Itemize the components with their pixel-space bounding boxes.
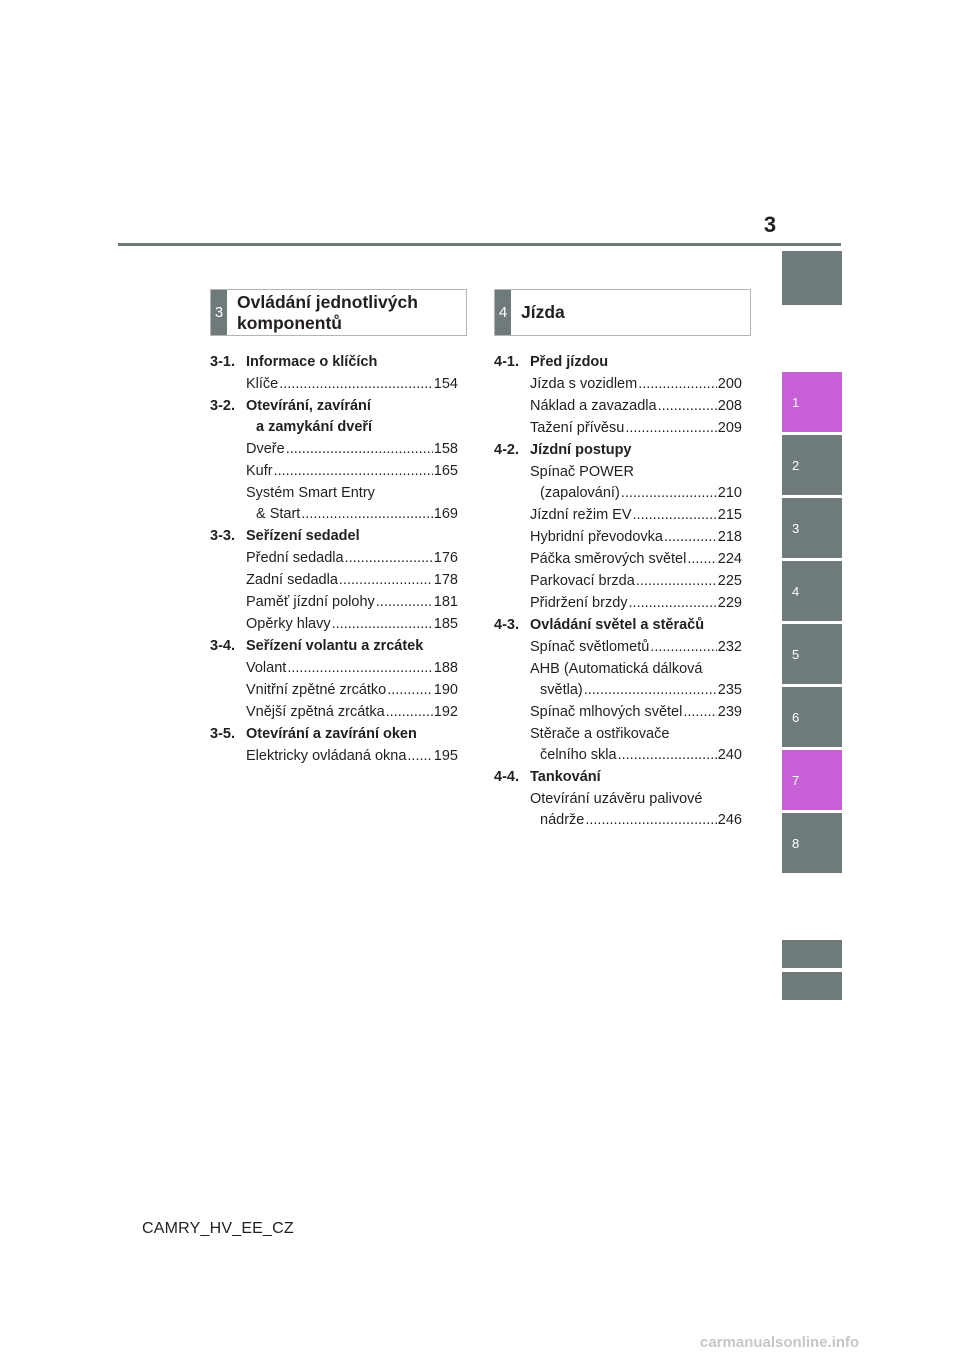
subsection-number: 4-4. bbox=[494, 769, 519, 785]
toc-entry[interactable] bbox=[210, 483, 458, 525]
subsection-title bbox=[530, 767, 742, 788]
side-tab-label: 7 bbox=[792, 772, 800, 788]
toc-entry[interactable] bbox=[494, 724, 742, 766]
toc-entry[interactable] bbox=[494, 659, 742, 701]
toc-entry[interactable] bbox=[494, 593, 742, 614]
toc-entry-label: Opěrky hlavy bbox=[246, 616, 331, 632]
toc-entry-page: 246 bbox=[717, 812, 742, 828]
toc-entry[interactable] bbox=[494, 549, 742, 570]
dot-leader bbox=[332, 614, 433, 635]
subsection-number: 4-2. bbox=[494, 442, 519, 458]
toc-entry-row bbox=[530, 637, 742, 658]
toc-entry[interactable] bbox=[494, 571, 742, 592]
toc-entry-label: nádrže bbox=[540, 812, 585, 828]
section-header-3 bbox=[210, 289, 467, 336]
subsection-heading bbox=[494, 615, 742, 636]
subsection-title-line1: Seřízení sedadel bbox=[246, 528, 360, 544]
toc-entry-label: (zapalování) bbox=[540, 485, 620, 501]
section-title bbox=[227, 290, 418, 335]
dot-leader bbox=[636, 571, 717, 592]
toc-entry-row bbox=[246, 680, 458, 701]
toc-entry[interactable] bbox=[494, 505, 742, 526]
dot-leader bbox=[279, 374, 433, 395]
toc-entry-row bbox=[530, 549, 742, 570]
toc-entry[interactable] bbox=[210, 570, 458, 591]
toc-entry-label: Vnější zpětná zrcátka bbox=[246, 704, 385, 720]
toc-entry-page: 200 bbox=[717, 376, 742, 392]
toc-entry-label: Kufr bbox=[246, 463, 273, 479]
section-number: 3 bbox=[211, 290, 227, 335]
toc-group bbox=[210, 396, 458, 525]
subsection-number: 4-3. bbox=[494, 617, 519, 633]
toc-entry-page: 208 bbox=[717, 398, 742, 414]
side-tab-label: 3 bbox=[792, 520, 800, 536]
section-number: 4 bbox=[495, 290, 511, 335]
toc-entry-row bbox=[246, 439, 458, 460]
toc-group bbox=[210, 724, 458, 767]
dot-leader bbox=[687, 549, 716, 570]
toc-entry-page: 229 bbox=[717, 595, 742, 611]
toc-entry-line1: Systém Smart Entry bbox=[246, 485, 375, 501]
toc-entry-label: Jízda s vozidlem bbox=[530, 376, 638, 392]
side-tab-1[interactable] bbox=[782, 372, 842, 432]
subsection-number: 3-3. bbox=[210, 528, 235, 544]
toc-entry-page: 178 bbox=[433, 572, 458, 588]
toc-entry-page: 235 bbox=[717, 682, 742, 698]
page-number: 3 bbox=[763, 212, 777, 237]
toc-entry[interactable] bbox=[494, 789, 742, 831]
toc-entry-page: 195 bbox=[433, 748, 458, 764]
toc-entry-row bbox=[530, 527, 742, 548]
toc-entry[interactable] bbox=[494, 396, 742, 417]
toc-entry-line1: Stěrače a ostřikovače bbox=[530, 726, 670, 742]
side-tab-blank-bottom-2[interactable] bbox=[782, 972, 842, 1000]
subsection-title-line1: Otevírání a zavírání oken bbox=[246, 726, 417, 742]
toc-group bbox=[494, 352, 742, 439]
toc-entry[interactable] bbox=[210, 614, 458, 635]
toc-entry-label: čelního skla bbox=[540, 747, 617, 763]
toc-entry-row bbox=[246, 548, 458, 569]
toc-entry-row bbox=[246, 504, 458, 525]
subsection-heading bbox=[210, 724, 458, 745]
toc-entry-page: 218 bbox=[717, 529, 742, 545]
subsection-title bbox=[246, 396, 458, 438]
section-title-line2: komponentů bbox=[237, 312, 342, 333]
toc-entry-page: 209 bbox=[717, 420, 742, 436]
dot-leader bbox=[664, 527, 717, 548]
toc-entry-row bbox=[530, 571, 742, 592]
subsection-number: 3-1. bbox=[210, 354, 235, 370]
subsection-title bbox=[246, 352, 458, 373]
toc-group bbox=[210, 526, 458, 635]
toc-entry-page: 190 bbox=[433, 682, 458, 698]
toc-entry-page: 154 bbox=[433, 376, 458, 392]
subsection-title bbox=[530, 352, 742, 373]
toc-entry[interactable] bbox=[210, 746, 458, 767]
subsection-title-line1: Seřízení volantu a zrcátek bbox=[246, 638, 424, 654]
toc-entry-row bbox=[530, 483, 742, 504]
toc-entry-page: 215 bbox=[717, 507, 742, 523]
subsection-heading bbox=[494, 352, 742, 373]
footer-code: CAMRY_HV_EE_CZ bbox=[142, 1220, 294, 1237]
toc-entry-row bbox=[530, 810, 742, 831]
toc-entry-page: 188 bbox=[433, 660, 458, 676]
toc-entry-page: 210 bbox=[717, 485, 742, 501]
toc-entry-label: Paměť jízdní polohy bbox=[246, 594, 375, 610]
toc-entry-line1: AHB (Automatická dálková bbox=[530, 661, 703, 677]
dot-leader bbox=[638, 374, 717, 395]
side-tab-blank-bottom-1[interactable] bbox=[782, 940, 842, 968]
toc-entry-row bbox=[530, 374, 742, 395]
dot-leader bbox=[584, 680, 717, 701]
subsection-title-line2: a zamykání dveří bbox=[256, 419, 373, 435]
toc-entry-page: 158 bbox=[433, 441, 458, 457]
subsection-title-line1: Informace o klíčích bbox=[246, 354, 378, 370]
dot-leader bbox=[407, 746, 432, 767]
toc-entry-label: & Start bbox=[256, 506, 301, 522]
toc-entry[interactable] bbox=[494, 418, 742, 439]
subsection-heading bbox=[494, 440, 742, 461]
toc-entry-label: Náklad a zavazadla bbox=[530, 398, 657, 414]
side-tab-3[interactable] bbox=[782, 498, 842, 558]
toc-entry-page: 225 bbox=[717, 573, 742, 589]
toc-group bbox=[494, 615, 742, 766]
subsection-title-line1: Před jízdou bbox=[530, 354, 609, 370]
subsection-title-line1: Otevírání, zavírání bbox=[246, 398, 371, 414]
dot-leader bbox=[618, 745, 717, 766]
toc-entry[interactable] bbox=[210, 461, 458, 482]
toc-entry[interactable] bbox=[210, 680, 458, 701]
toc-group bbox=[494, 440, 742, 614]
toc-entry-row bbox=[530, 418, 742, 439]
toc-entry-label: Páčka směrových světel bbox=[530, 551, 687, 567]
side-tab-label: 8 bbox=[792, 835, 800, 851]
toc-entry-row bbox=[246, 592, 458, 613]
section-title-line1: Jízda bbox=[521, 302, 565, 322]
toc-group bbox=[494, 767, 742, 831]
side-tab-7[interactable] bbox=[782, 750, 842, 810]
toc-entry-label: Parkovací brzda bbox=[530, 573, 635, 589]
toc-entry-page: 232 bbox=[717, 639, 742, 655]
toc-entry-row bbox=[530, 745, 742, 766]
subsection-number: 3-4. bbox=[210, 638, 235, 654]
dot-leader bbox=[287, 658, 432, 679]
dot-leader bbox=[629, 593, 717, 614]
dot-leader bbox=[683, 702, 716, 723]
toc-entry-page: 239 bbox=[717, 704, 742, 720]
toc-entry-page: 176 bbox=[433, 550, 458, 566]
dot-leader bbox=[386, 702, 433, 723]
toc-entry-row bbox=[246, 461, 458, 482]
toc-entry[interactable] bbox=[210, 548, 458, 569]
toc-entry[interactable] bbox=[494, 637, 742, 658]
toc-entry-label: Volant bbox=[246, 660, 287, 676]
toc-entry-row bbox=[530, 396, 742, 417]
subsection-heading bbox=[494, 767, 742, 788]
subsection-number: 4-1. bbox=[494, 354, 519, 370]
side-tab-label: 5 bbox=[792, 646, 800, 662]
toc-entry-page: 240 bbox=[717, 747, 742, 763]
toc-entry[interactable] bbox=[210, 592, 458, 613]
dot-leader bbox=[625, 418, 716, 439]
dot-leader bbox=[301, 504, 432, 525]
subsection-title bbox=[530, 440, 742, 461]
toc-entry-label: Jízdní režim EV bbox=[530, 507, 632, 523]
subsection-title bbox=[530, 615, 742, 636]
dot-leader bbox=[621, 483, 717, 504]
side-tab-label: 4 bbox=[792, 583, 800, 599]
dot-leader bbox=[286, 439, 433, 460]
toc-entry[interactable] bbox=[210, 658, 458, 679]
subsection-title-line1: Ovládání světel a stěračů bbox=[530, 617, 705, 633]
subsection-title-line1: Jízdní postupy bbox=[530, 442, 632, 458]
subsection-heading bbox=[210, 526, 458, 547]
toc-entry[interactable] bbox=[210, 374, 458, 395]
toc-column-section-4 bbox=[494, 352, 742, 832]
toc-group bbox=[210, 636, 458, 723]
toc-column-section-3 bbox=[210, 352, 458, 768]
toc-entry-label: Přední sedadla bbox=[246, 550, 344, 566]
toc-entry-page: 185 bbox=[433, 616, 458, 632]
toc-entry-label: Hybridní převodovka bbox=[530, 529, 663, 545]
toc-group bbox=[210, 352, 458, 395]
toc-entry-label: Tažení přívěsu bbox=[530, 420, 625, 436]
toc-entry-row bbox=[246, 702, 458, 723]
toc-entry-row bbox=[246, 614, 458, 635]
toc-entry-page: 169 bbox=[433, 506, 458, 522]
side-tab-blank-top[interactable] bbox=[782, 251, 842, 305]
section-title bbox=[511, 290, 565, 335]
toc-entry-page: 224 bbox=[717, 551, 742, 567]
subsection-title bbox=[246, 526, 458, 547]
dot-leader bbox=[387, 680, 433, 701]
side-tab-5[interactable] bbox=[782, 624, 842, 684]
toc-entry[interactable] bbox=[494, 527, 742, 548]
toc-entry-row bbox=[530, 505, 742, 526]
section-header-4 bbox=[494, 289, 751, 336]
side-tab-8[interactable] bbox=[782, 813, 842, 873]
dot-leader bbox=[274, 461, 433, 482]
toc-entry[interactable] bbox=[494, 374, 742, 395]
toc-entry-label: Zadní sedadla bbox=[246, 572, 338, 588]
top-rule bbox=[118, 243, 841, 246]
side-tab-label: 1 bbox=[792, 394, 800, 410]
side-tab-6[interactable] bbox=[782, 687, 842, 747]
toc-entry-label: Klíče bbox=[246, 376, 279, 392]
toc-entry-label: světla) bbox=[540, 682, 583, 698]
dot-leader bbox=[658, 396, 717, 417]
side-tab-label: 2 bbox=[792, 457, 800, 473]
toc-entry-label: Elektricky ovládaná okna bbox=[246, 748, 407, 764]
toc-entry-row bbox=[530, 702, 742, 723]
side-tab-2[interactable] bbox=[782, 435, 842, 495]
toc-entry-page: 181 bbox=[433, 594, 458, 610]
toc-entry-row bbox=[246, 570, 458, 591]
toc-entry-label: Spínač mlhových světel bbox=[530, 704, 683, 720]
toc-entry[interactable] bbox=[494, 462, 742, 504]
watermark: carmanualsonline.info bbox=[700, 1334, 860, 1351]
toc-entry-line1: Spínač POWER bbox=[530, 464, 634, 480]
toc-entry-label: Dveře bbox=[246, 441, 285, 457]
toc-entry[interactable] bbox=[210, 702, 458, 723]
toc-entry-row bbox=[246, 658, 458, 679]
toc-entry-line1: Otevírání uzávěru palivové bbox=[530, 791, 703, 807]
subsection-number: 3-5. bbox=[210, 726, 235, 742]
dot-leader bbox=[376, 592, 433, 613]
toc-entry-row bbox=[246, 374, 458, 395]
dot-leader bbox=[650, 637, 717, 658]
toc-entry-label: Vnitřní zpětné zrcátko bbox=[246, 682, 387, 698]
side-tab-4[interactable] bbox=[782, 561, 842, 621]
dot-leader bbox=[585, 810, 716, 831]
subsection-heading bbox=[210, 352, 458, 373]
section-title-line1: Ovládání jednotlivých bbox=[237, 291, 418, 312]
toc-entry[interactable] bbox=[494, 702, 742, 723]
subsection-number: 3-2. bbox=[210, 398, 235, 414]
toc-entry-label: Přidržení brzdy bbox=[530, 595, 628, 611]
dot-leader bbox=[345, 548, 433, 569]
toc-entry-page: 192 bbox=[433, 704, 458, 720]
toc-entry-row bbox=[246, 746, 458, 767]
toc-entry-row bbox=[530, 680, 742, 701]
dot-leader bbox=[633, 505, 717, 526]
toc-entry[interactable] bbox=[210, 439, 458, 460]
toc-entry-label: Spínač světlometů bbox=[530, 639, 650, 655]
dot-leader bbox=[339, 570, 433, 591]
toc-entry-row bbox=[530, 593, 742, 614]
subsection-title bbox=[246, 636, 458, 657]
subsection-title bbox=[246, 724, 458, 745]
subsection-heading bbox=[210, 636, 458, 657]
toc-entry-page: 165 bbox=[433, 463, 458, 479]
subsection-heading bbox=[210, 396, 458, 438]
subsection-title-line1: Tankování bbox=[530, 769, 601, 785]
side-tab-label: 6 bbox=[792, 709, 800, 725]
